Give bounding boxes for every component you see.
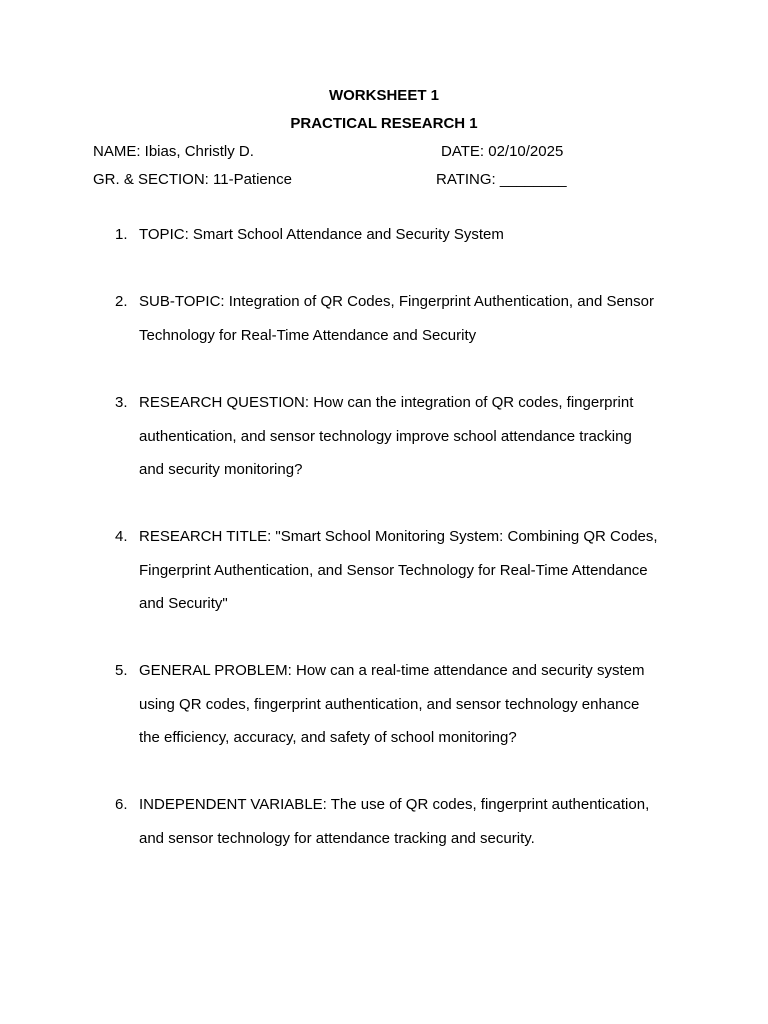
- list-item-text: [139, 218, 684, 252]
- student-name: NAME: Ibias, Christly D.: [93, 143, 254, 160]
- list-item-line: Technology for Real-Time Attendance and Security: [139, 326, 477, 344]
- list-item-line: and Security": [139, 595, 228, 612]
- list-item-text: [139, 285, 684, 352]
- list-item-text: [139, 520, 684, 621]
- list-item-line: SUB-TOPIC: Integration of QR Codes, Fingerprint Authentication, and Sensor: [139, 293, 654, 310]
- list-item-line: and sensor technology for attendance tracking and security.: [139, 829, 535, 847]
- list-item-line: INDEPENDENT VARIABLE: The use of QR codes, fingerprint authentication,: [139, 796, 650, 813]
- list-item-number: 5.: [115, 662, 128, 679]
- rating-field: RATING: ________: [436, 171, 567, 188]
- list-item-text: [139, 788, 684, 855]
- list-item-line: the efficiency, accuracy, and safety of school monitoring?: [139, 729, 517, 746]
- list-item-line: and security monitoring?: [139, 461, 303, 478]
- document-subtitle: PRACTICAL RESEARCH 1: [290, 115, 478, 132]
- list-item-text: [139, 654, 684, 755]
- list-item-number: 3.: [115, 394, 128, 411]
- list-item-line: RESEARCH QUESTION: How can the integration of QR codes, fingerprint: [139, 394, 634, 411]
- list-item-number: 6.: [115, 796, 128, 813]
- list-item-line: GENERAL PROBLEM: How can a real-time attendance and security system: [139, 662, 645, 679]
- grade-section: GR. & SECTION: 11-Patience: [93, 171, 292, 188]
- list-item-number: 2.: [115, 293, 128, 310]
- list-item-text: [139, 386, 684, 487]
- list-item-line: RESEARCH TITLE: "Smart School Monitoring System: Combining QR Codes,: [139, 528, 658, 545]
- list-item-line: using QR codes, fingerprint authentication, and sensor technology enhance: [139, 695, 640, 713]
- worksheet-date: DATE: 02/10/2025: [441, 143, 564, 160]
- document-title: WORKSHEET 1: [328, 87, 439, 104]
- list-item-number: 1.: [115, 226, 128, 243]
- list-item-line: authentication, and sensor technology improve school attendance tracking: [139, 427, 632, 445]
- list-item-number: 4.: [115, 528, 128, 545]
- list-item-line: TOPIC: Smart School Attendance and Security System: [139, 226, 504, 243]
- list-item-line: Fingerprint Authentication, and Sensor Technology for Real-Time Attendance: [139, 561, 648, 579]
